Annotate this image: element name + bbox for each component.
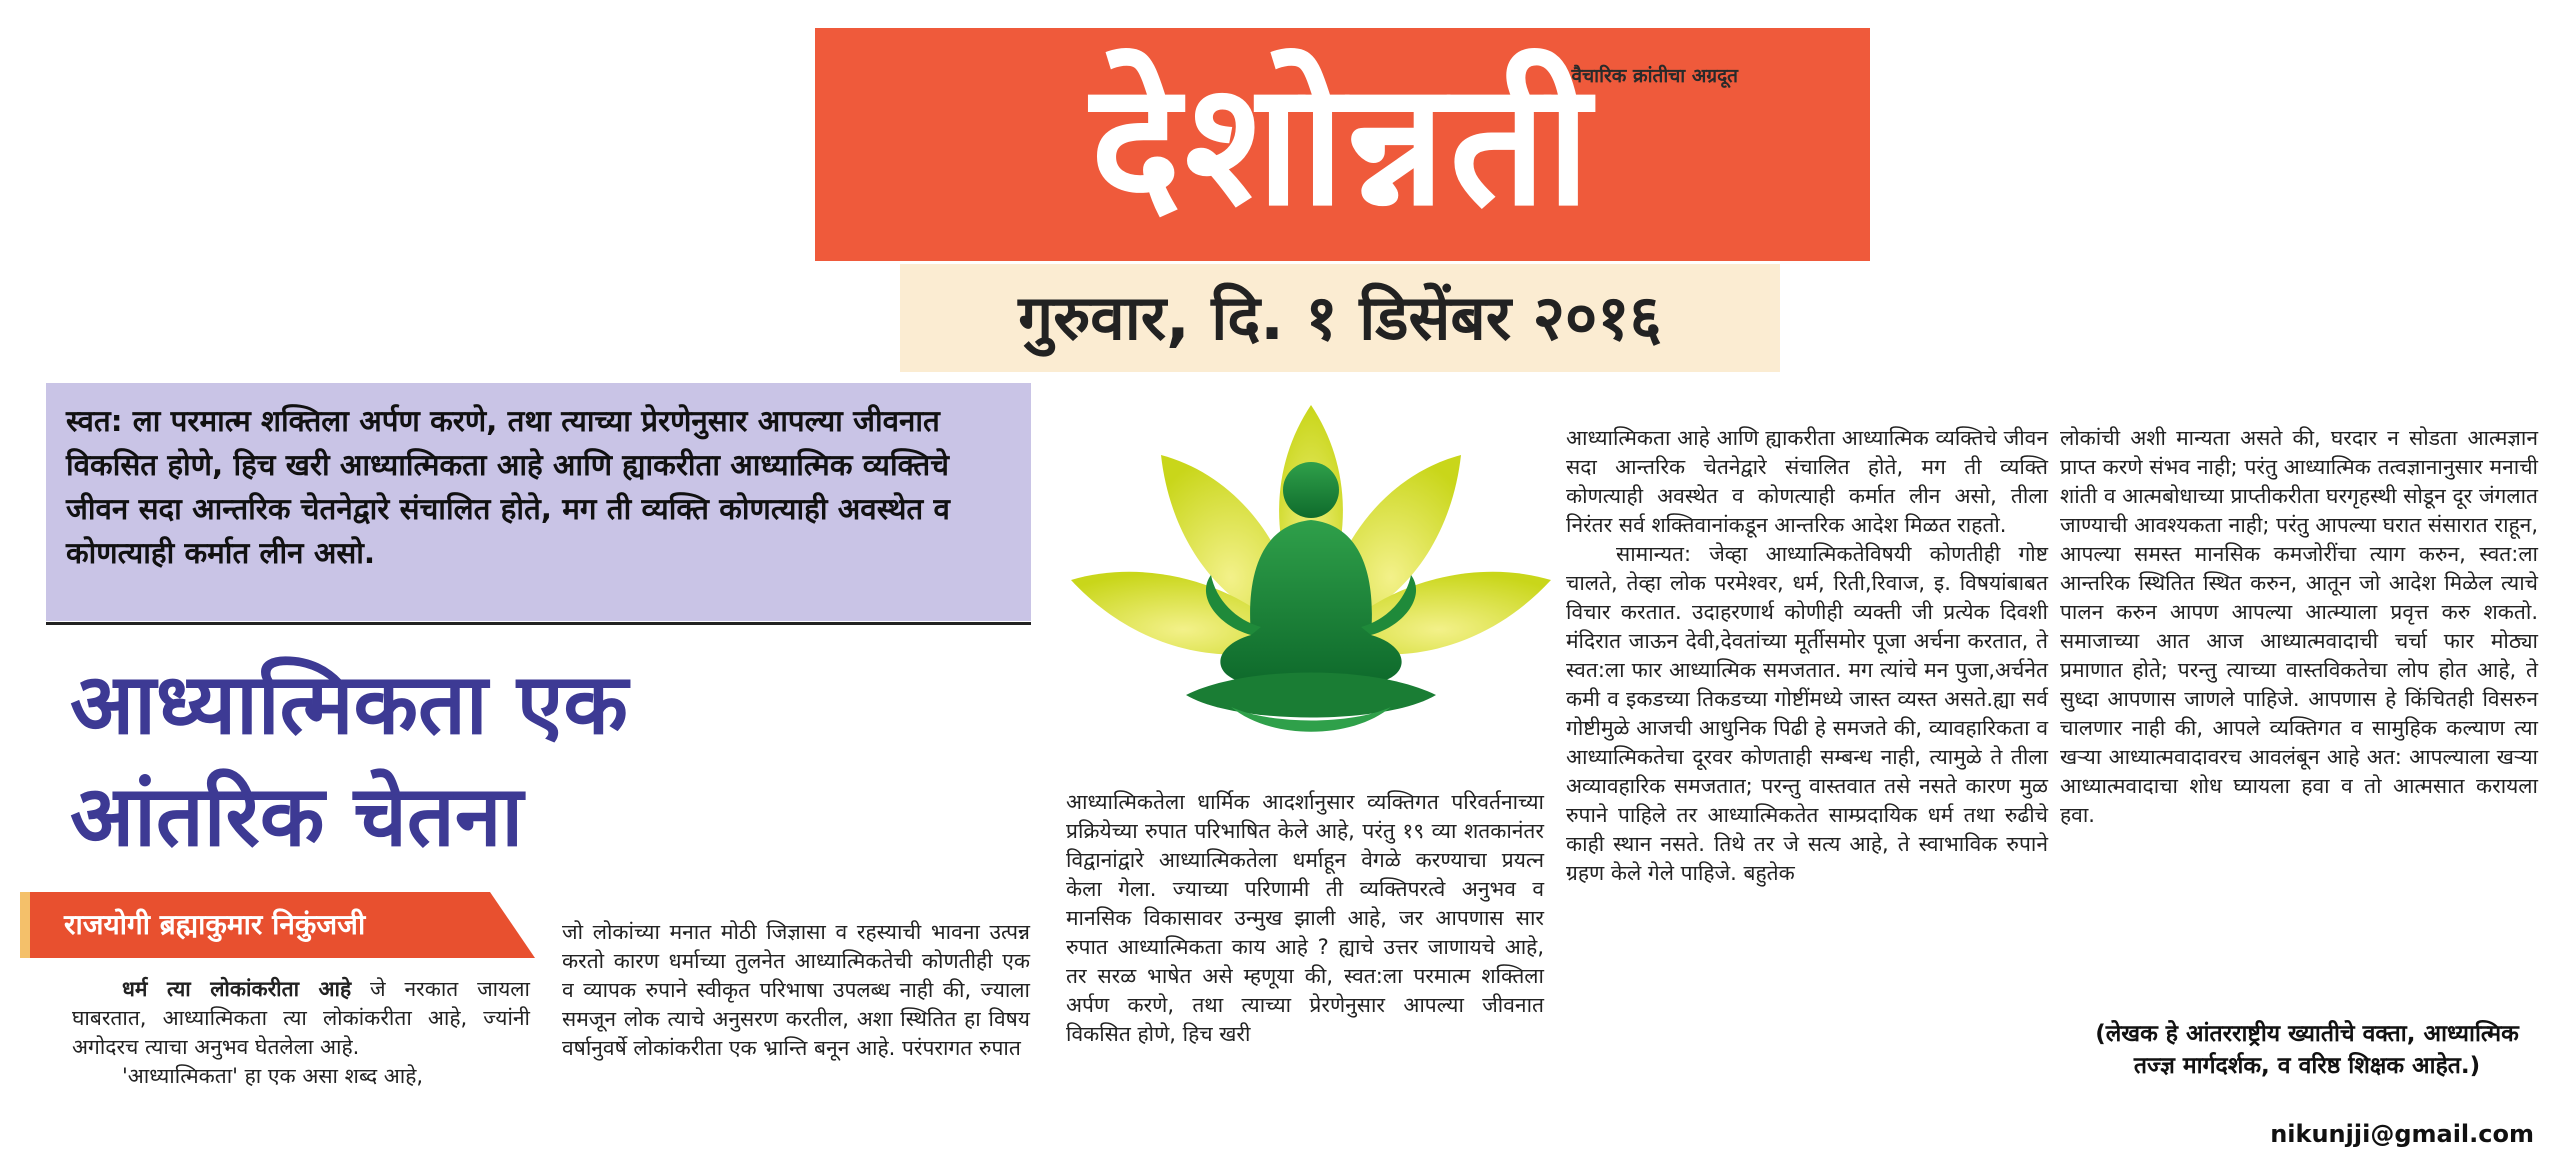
masthead-title: देशोन्नती — [1090, 46, 1595, 244]
masthead-tagline: वैचारिक क्रांतीचा अग्रदूत — [1571, 65, 1738, 87]
yoga-lotus-meditation-icon — [1066, 395, 1556, 770]
article-text: आध्यात्मिकतेला धार्मिक आदर्शानुसार व्यक्तिगत परिवर्तनाच्या प्रक्रियेच्या रुपात परिभाषित केले आहे, परंतु १९ व्या शतकानंतर विद्वानांद्वारे आध्यात्मिकतेला धर्माहून वेगळे करण्याचा प्रयत्न केला गेला. ज्याच्या परिणामी ती व्यक्तिपरत्वे अनुभव व मानसिक विकासावर उन्मुख झाली आहे, जर आपणास सार रुपात आध्यात्मिकता काय आहे ? ह्याचे उत्तर जाणायचे आहे, तर सरळ भाषेत असे म्हणूया की, स्वत:ला परमात्म शक्तिला अर्पण करणे, तथा त्याच्या प्रेरणेनुसार आपल्या जीवनात विकसित होणे, हिच खरी — [1066, 790, 1544, 1046]
article-text: आध्यात्मिकता आहे आणि ह्याकरीता आध्यात्मिक व्यक्तिचे जीवन सदा आन्तरिक चेतनेद्वारे संचालित होते, मग ती व्यक्ति कोणत्याही अवस्थेत व कोणत्याही कर्मात लीन असो, तीला निरंतर सर्व शक्तिवानांकडून आन्तरिक आदेश मिळत राहतो. — [1566, 426, 2048, 537]
masthead — [815, 28, 1870, 261]
article-lead: धर्म त्या लोकांकरीता आहे — [122, 977, 352, 1001]
article-column-2 — [562, 918, 1030, 1063]
author-email: nikunjji@gmail.com — [2270, 1120, 2534, 1148]
article-text: जे नरकात जायला घाबरतात, आध्यात्मिकता त्या लोकांकरीता आहे, ज्यांनी अगोदरच त्याचा अनुभव घेतलेला आहे. — [72, 977, 530, 1059]
divider — [46, 622, 1031, 625]
pullquote: स्वत: ला परमात्म शक्तिला अर्पण करणे, तथा त्याच्या प्रेरणेनुसार आपल्या जीवनात विकसित होणे, हिच खरी आध्यात्मिकता आहे आणि ह्याकरीता आध्यात्मिक व्यक्तिचे जीवन सदा आन्तरिक चेतनेद्वारे संचालित होते, मग ती व्यक्ति कोणत्याही अवस्थेत व कोणत्याही कर्मात लीन असो. — [46, 383, 1031, 621]
headline-line-2: आंतरिक चेतना — [70, 767, 524, 865]
article-text: लोकांची अशी मान्यता असते की, घरदार न सोडता आत्मज्ञान प्राप्त करणे संभव नाही; परंतु आध्यात्मिक तत्वज्ञानानुसार मनाची शांती व आत्मबोधाच्या प्राप्तीकरीता घरगृहस्थी सोडून दूर जंगलात जाण्याची आवश्यकता नाही; परंतु आपल्या घरात संसारात राहून, आपल्या समस्त मानसिक कमजोरींचा त्याग करुन, स्वत:ला आन्तरिक स्थितित स्थित करुन, आतून जो आदेश मिळेल त्याचे पालन करुन आपण आपल्या आत्म्याला प्रवृत्त करु शकतो. समाजाच्या आत आज आध्यात्मवादाची चर्चा फार मोठ्या प्रमाणात होते; परन्तु त्याच्या वास्तविकतेचा लोप होत आहे, ते सुध्दा आपणास जाणले पाहिजे. आपणास हे किंचितही विसरुन चालणार नाही की, आपले व्यक्तिगत व सामुहिक कल्याण त्या खऱ्या आध्यात्मवादावरच आवलंबून आहे अत: आपल्याला खऱ्या आध्यात्मवादाचा शोध घ्यायला हवा व तो आत्मसात करायला हवा. — [2060, 426, 2538, 827]
article-column-1 — [72, 975, 530, 1091]
dateline: गुरुवार, दि. १ डिसेंबर २०१६ — [900, 264, 1780, 372]
article-column-3 — [1066, 788, 1544, 1049]
article-text: सामान्यत: जेव्हा आध्यात्मिकतेविषयी कोणतीही गोष्ट चालते, तेव्हा लोक परमेश्वर, धर्म, रिती,रिवाज, इ. विषयांबाबत विचार करतात. उदाहरणार्थ कोणीही व्यक्ती जी प्रत्येक दिवशी मंदिरात जाऊन देवी,देवतांच्या मूर्तीसमोर पूजा अर्चना करतात, ते स्वत:ला फार आध्यात्मिक समजतात. मग त्यांचे मन पुजा,अर्चनेत कमी व इकडच्या तिकडच्या गोष्टींमध्ये जास्त व्यस्त असते.ह्या सर्व गोष्टीमुळे आजची आधुनिक पिढी हे समजते की, व्यावहारिकता व आध्यात्मिकतेचा दूरवर कोणताही सम्बन्ध नाही, त्यामुळे ते तीला अव्यावहारिक समजतात; परन्तु वास्तवात तसे नसते कारण मुळ रुपाने पाहिले तर आध्यात्मिकतेत साम्प्रदायिक धर्म तथा रुढीचे काही स्थान नसते. तिथे तर जे सत्य आहे, ते स्वाभाविक रुपाने ग्रहण केले गेले पाहिजे. बहुतेक — [1566, 542, 2048, 885]
article-column-5 — [2060, 424, 2538, 830]
article-text: 'आध्यात्मिकता' हा एक असा शब्द आहे, — [122, 1064, 424, 1088]
article-text: जो लोकांच्या मनात मोठी जिज्ञासा व रहस्याची भावना उत्पन्न करतो कारण धर्माच्या तुलनेत आध्यात्मिकतेची कोणतीही एक व व्यापक रुपाने स्वीकृत परिभाषा उपलब्ध नाही की, ज्याला समजून लोक त्याचे अनुसरण करतील, अशा स्थितित हा विषय वर्षानुवर्षे लोकांकरीता एक भ्रान्ति बनून आहे. परंपरागत रुपात — [562, 920, 1030, 1060]
article-column-4 — [1566, 424, 2048, 888]
byline-bar — [20, 892, 535, 958]
byline: राजयोगी ब्रह्माकुमार निकुंजजी — [64, 908, 366, 941]
headline-line-1: आध्यात्मिकता एक — [70, 655, 628, 753]
headline — [70, 648, 1030, 872]
author-note: (लेखक हे आंतरराष्ट्रीय ख्यातीचे वक्ता, आध्यात्मिक तज्ज्ञ मार्गदर्शक, व वरिष्ठ शिक्षक आहेत.) — [2095, 1021, 2519, 1079]
